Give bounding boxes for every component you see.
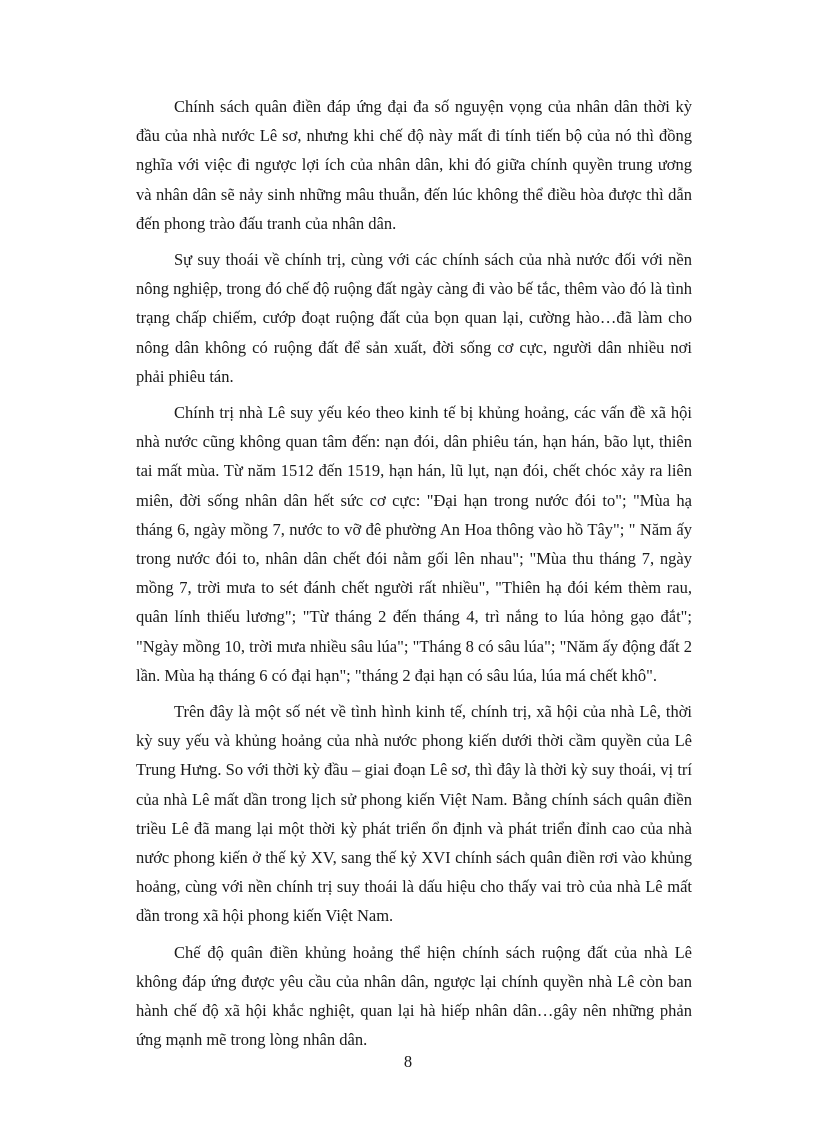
page-number: 8 [403, 1052, 413, 1071]
paragraph-2: Sự suy thoái về chính trị, cùng với các chính sách của nhà nước đối với nền nông nghiệp, trong đó chế độ ruộng đất ngày càng đi vào bế tắc, thêm vào đó là tình trạng chấp chiếm, cướp đoạt ruộng đất của bọn quan lại, cường hào…đã làm cho nông dân không có ruộng đất để sản xuất, đời sống cơ cực, người dân nhiều nơi phải phiêu tán. [136, 250, 692, 386]
paragraph-5: Chế độ quân điền khủng hoảng thể hiện chính sách ruộng đất của nhà Lê không đáp ứng được yêu cầu của nhân dân, ngược lại chính quyền nhà Lê còn ban hành chế độ xã hội khắc nghiệt, quan lại hà hiếp nhân dân…gây nên những phản ứng mạnh mẽ trong lòng nhân dân. [136, 942, 692, 1050]
body-text [136, 92, 692, 1062]
paragraph-3: Chính trị nhà Lê suy yếu kéo theo kinh tế bị khủng hoảng, các vấn đề xã hội nhà nước cũng không quan tâm đến: nạn đói, dân phiêu tán, hạn hán, bão lụt, thiên tai mất mùa. Từ năm 1512 đến 1519, hạn hán, lũ lụt, nạn đói, chết chóc xảy ra liên miên, đời sống nhân dân hết sức cơ cực: "Đại hạn trong nước đói to"; "Mùa hạ tháng 6, ngày mồng 7, nước to vỡ đê phường An Hoa thông vào hồ Tây"; " Năm ấy trong nước đói to, nhân dân chết đói nằm gối lên nhau"; "Mùa thu tháng 7, ngày mồng 7, trời mưa to sét đánh chết người rất nhiều", "Thiên hạ đói kém thèm rau, quân lính thiếu lương"; "Từ tháng 2 đến tháng 4, trì nắng to lúa hỏng gạo đắt"; "Ngày mồng 10, trời mưa nhiều sâu lúa"; "Tháng 8 có sâu lúa"; "Năm ấy động đất 2 lần. Mùa hạ tháng 6 có đại hạn"; "tháng 2 đại hạn có sâu lúa, lúa má chết khô". [136, 403, 692, 685]
paragraph-1: Chính sách quân điền đáp ứng đại đa số nguyện vọng của nhân dân thời kỳ đầu của nhà nước Lê sơ, nhưng khi chế độ này mất đi tính tiến bộ của nó thì đồng nghĩa với việc đi ngược lợi ích của nhân dân, khi đó giữa chính quyền trung ương và nhân dân sẽ nảy sinh những mâu thuẫn, đến lúc không thể điều hòa được thì dẫn đến phong trào đấu tranh của nhân dân. [136, 97, 692, 233]
paragraph-4: Trên đây là một số nét về tình hình kinh tế, chính trị, xã hội của nhà Lê, thời kỳ suy yếu và khủng hoảng của nhà nước phong kiến dưới thời cầm quyền của Lê Trung Hưng. So với thời kỳ đầu – giai đoạn Lê sơ, thì đây là thời kỳ suy thoái, vị trí của nhà Lê mất dần trong lịch sử phong kiến Việt Nam. Bằng chính sách quân điền triều Lê đã mang lại một thời kỳ phát triển ổn định và phát triển đỉnh cao của nhà nước phong kiến ở thế kỷ XV, sang thế kỷ XVI chính sách quân điền rơi vào khủng hoảng, cùng với nền chính trị suy thoái là dấu hiệu cho thấy vai trò của nhà Lê mất dần trong xã hội phong kiến Việt Nam. [136, 702, 692, 926]
